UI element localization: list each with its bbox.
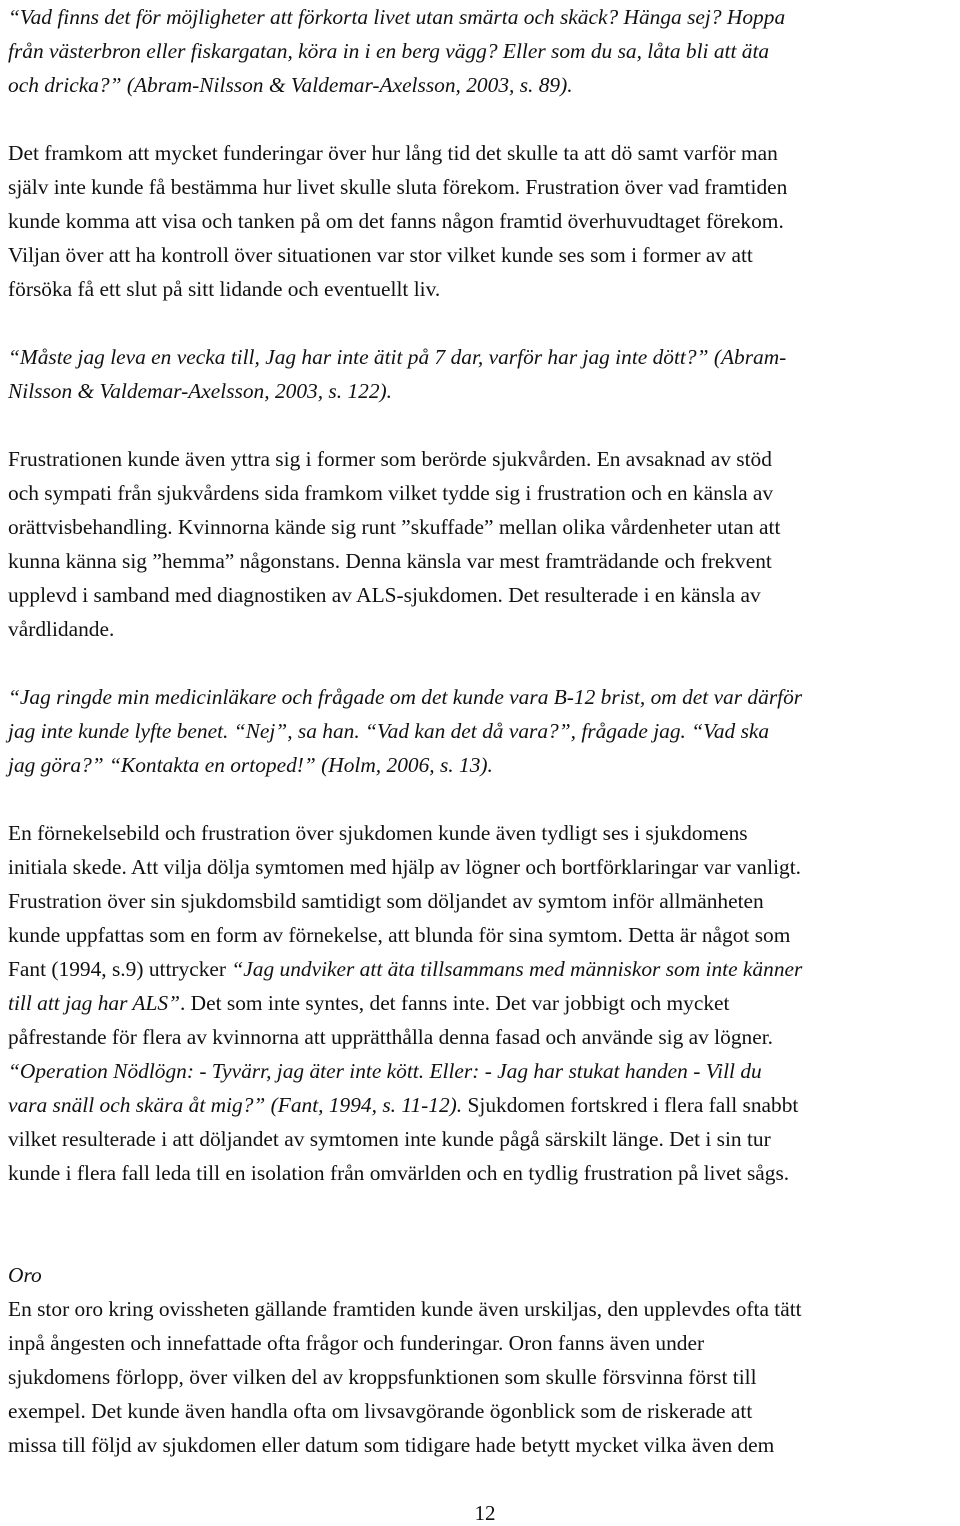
quote-block: [8, 0, 958, 102]
inline-quote: vara snäll och skära åt mig?” (Fant, 1994, s. 11-12).: [8, 1093, 463, 1117]
quote-block: [8, 680, 958, 782]
text-line: Frustrationen kunde även yttra sig i former som berörde sjukvården. En avsaknad av stöd: [8, 447, 772, 471]
text-line: vårdlidande.: [8, 617, 115, 641]
paragraph-gap: [8, 408, 958, 442]
text-line: exempel. Det kunde även handla ofta om livsavgörande ögonblick som de riskerade att: [8, 1399, 753, 1423]
text-line: jag inte kunde lyfte benet. “Nej”, sa han. “Vad kan det då vara?”, frågade jag. “Vad ska: [8, 719, 770, 743]
text-line: En stor oro kring ovissheten gällande framtiden kunde även urskiljas, den upplevdes ofta tätt: [8, 1297, 802, 1321]
text-line: påfrestande för flera av kvinnorna att upprätthålla denna fasad och använde sig av lögner.: [8, 1025, 773, 1049]
text-line: upplevd i samband med diagnostiken av ALS-sjukdomen. Det resulterade i en känsla av: [8, 583, 761, 607]
text-line: själv inte kunde få bestämma hur livet skulle sluta förekom. Frustration över vad framtiden: [8, 175, 788, 199]
body-paragraph: [8, 136, 958, 306]
text-line: “Jag ringde min medicinläkare och frågade om det kunde vara B-12 brist, om det var därför: [8, 685, 803, 709]
text-line: kunde i flera fall leda till en isolation från omvärlden och en tydlig frustration på livet sågs.: [8, 1161, 790, 1185]
text-run: . Det som inte syntes, det fanns inte. Det var jobbigt och mycket: [179, 991, 730, 1015]
text-line: missa till följd av sjukdomen eller datum som tidigare hade betytt mycket vilka även dem: [8, 1433, 775, 1457]
text-line: Det framkom att mycket funderingar över hur lång tid det skulle ta att dö samt varför man: [8, 141, 778, 165]
text-line: initiala skede. Att vilja dölja symtomen med hjälp av lögner och bortförklaringar var vanligt.: [8, 855, 802, 879]
text-line: sjukdomens förlopp, över vilken del av kroppsfunktionen som skulle försvinna först till: [8, 1365, 757, 1389]
paragraph-gap: [8, 646, 958, 680]
inline-quote: “Jag undviker att äta tillsammans med människor som inte känner: [231, 957, 803, 981]
text-line: kunde komma att visa och tanken på om det fanns någon framtid överhuvudtaget förekom.: [8, 209, 784, 233]
section-gap: [8, 1190, 958, 1258]
text-line: inpå ångesten och innefattade ofta frågor och funderingar. Oron fanns även under: [8, 1331, 705, 1355]
body-paragraph: [8, 1292, 958, 1462]
text-line: [8, 1088, 958, 1122]
text-line: Viljan över att ha kontroll över situationen var stor vilket kunde ses som i former av att: [8, 243, 753, 267]
text-line: och sympati från sjukvårdens sida framkom vilket tydde sig i frustration och en känsla av: [8, 481, 774, 505]
text-line: försöka få ett slut på sitt lidande och eventuellt liv.: [8, 277, 441, 301]
paragraph-gap: [8, 782, 958, 816]
paragraph-gap: [8, 102, 958, 136]
text-line: [8, 952, 958, 986]
text-line: “Måste jag leva en vecka till, Jag har inte ätit på 7 dar, varför har jag inte dött?” (Abram-: [8, 345, 787, 369]
text-line: kunna känna sig ”hemma” någonstans. Denna känsla var mest framträdande och frekvent: [8, 549, 772, 573]
quote-block: [8, 340, 958, 408]
inline-quote: “Operation Nödlögn: - Tyvärr, jag äter inte kött. Eller: - Jag har stukat handen - Vill du: [8, 1059, 762, 1083]
text-line: [8, 986, 958, 1020]
section-heading: Oro: [8, 1263, 42, 1287]
text-line: En förnekelsebild och frustration över sjukdomen kunde även tydligt ses i sjukdomens: [8, 821, 748, 845]
text-line: orättvisbehandling. Kvinnorna kände sig runt ”skuffade” mellan olika vårdenheter utan att: [8, 515, 781, 539]
page-number: 12: [474, 1501, 496, 1525]
inline-quote: till att jag har ALS”: [8, 991, 180, 1015]
text-line: vilket resulterade i att döljandet av symtomen inte kunde pågå särskilt länge. Det i sin tur: [8, 1127, 771, 1151]
text-run: Fant (1994, s.9) uttrycker: [8, 957, 232, 981]
text-line: kunde uppfattas som en form av förnekelse, att blunda för sina symtom. Detta är något som: [8, 923, 791, 947]
text-line: Frustration över sin sjukdomsbild samtidigt som döljandet av symtom inför allmänheten: [8, 889, 764, 913]
text-run: Sjukdomen fortskred i flera fall snabbt: [462, 1093, 799, 1117]
text-line: från västerbron eller fiskargatan, köra in i en berg vägg? Eller som du sa, låta bli att äta: [8, 39, 770, 63]
text-line: Nilsson & Valdemar-Axelsson, 2003, s. 122).: [8, 379, 392, 403]
text-line: “Vad finns det för möjligheter att förkorta livet utan smärta och skäck? Hänga sej? Hoppa: [8, 5, 786, 29]
body-paragraph: [8, 442, 958, 646]
text-line: och dricka?” (Abram-Nilsson & Valdemar-Axelsson, 2003, s. 89).: [8, 73, 573, 97]
body-paragraph: [8, 816, 958, 1190]
text-line: jag göra?” “Kontakta en ortoped!” (Holm, 2006, s. 13).: [8, 753, 493, 777]
document-page: [8, 0, 958, 1462]
paragraph-gap: [8, 306, 958, 340]
